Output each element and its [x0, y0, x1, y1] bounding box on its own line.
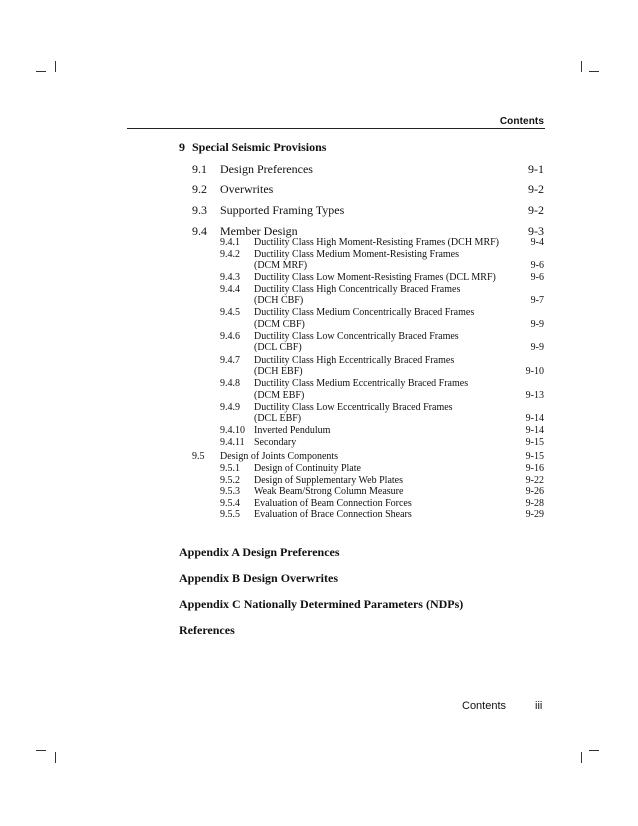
section-title: Design of Joints Components — [220, 451, 339, 462]
subsection-title: Ductility Class High Concentrically Braced Frames — [254, 283, 461, 295]
section-page: 9-15 — [525, 451, 544, 462]
subsection-number: 9.5.1 — [220, 463, 240, 474]
appendix-entry: References — [179, 623, 235, 637]
subsection-title: Design of Supplementary Web Plates — [254, 474, 403, 486]
subsection-title: Evaluation of Beam Connection Forces — [254, 497, 412, 509]
subsection-number: 9.4.11 — [220, 437, 245, 448]
subsection-title: Ductility Class Medium Eccentrically Braced Frames — [254, 378, 469, 390]
subsection-number: 9.4.4 — [220, 283, 240, 295]
footer-label: Contents — [462, 700, 507, 712]
subsection-title: (DCM MRF) — [254, 260, 308, 271]
subsection-number: 9.4.9 — [220, 401, 240, 413]
subsection-page: 9-9 — [530, 318, 544, 330]
subsection-page: 9-14 — [525, 413, 544, 425]
subsection-title: (DCL CBF) — [254, 342, 302, 354]
subsection-number: 9.4.1 — [220, 237, 240, 248]
section-title: Design Preferences — [220, 162, 313, 176]
subsection-title: (DCL EBF) — [254, 413, 302, 425]
subsection-title: Ductility Class High Moment-Resisting Frames (DCH MRF) — [254, 237, 499, 248]
subsection-title: Ductility Class Medium Concentrically Braced Frames — [254, 307, 475, 319]
running-header: Contents — [499, 116, 544, 127]
subsection-page: 9-4 — [530, 237, 544, 248]
section-page: 9-1 — [528, 162, 544, 176]
appendix-entry: Appendix A Design Preferences — [179, 545, 340, 559]
subsection-title: (DCH EBF) — [254, 366, 303, 377]
subsection-title: Design of Continuity Plate — [254, 463, 361, 474]
subsection-page: 9-26 — [525, 486, 544, 498]
section-page: 9-3 — [528, 224, 544, 238]
subsection-title: Ductility Class High Eccentrically Braced Frames — [254, 354, 455, 366]
subsection-page: 9-22 — [525, 474, 544, 486]
subsection-page: 9-14 — [525, 425, 544, 437]
subsection-page: 9-13 — [525, 389, 544, 401]
subsection-title: (DCM CBF) — [254, 318, 305, 330]
subsection-page: 9-10 — [525, 366, 544, 377]
subsection-title: Inverted Pendulum — [254, 425, 331, 437]
chapter-title: Special Seismic Provisions — [192, 140, 327, 154]
section-page: 9-2 — [528, 182, 544, 196]
subsection-page: 9-29 — [525, 509, 544, 521]
subsection-number: 9.4.5 — [220, 307, 240, 319]
subsection-title: Secondary — [254, 437, 297, 448]
subsection-number: 9.4.2 — [220, 248, 240, 260]
subsection-title: Ductility Class Medium Moment-Resisting Frames — [254, 248, 459, 260]
section-number: 9.2 — [192, 182, 207, 196]
appendix-entry: Appendix B Design Overwrites — [179, 571, 338, 585]
subsection-title: Ductility Class Low Moment-Resisting Frames (DCL MRF) — [254, 272, 496, 284]
subsection-number: 9.5.5 — [220, 509, 240, 521]
subsection-page: 9-6 — [530, 272, 544, 284]
section-number: 9.4 — [192, 224, 207, 238]
subsection-page: 9-15 — [525, 437, 544, 448]
section-number: 9.1 — [192, 162, 207, 176]
subsection-number: 9.4.7 — [220, 354, 240, 366]
appendix-entry: Appendix C Nationally Determined Parameters (NDPs) — [179, 597, 464, 611]
subsection-number: 9.5.2 — [220, 474, 240, 486]
section-number: 9.3 — [192, 203, 207, 217]
subsection-title: (DCM EBF) — [254, 389, 305, 401]
subsection-number: 9.4.6 — [220, 331, 240, 342]
subsection-page: 9-16 — [525, 463, 544, 474]
subsection-title: Evaluation of Brace Connection Shears — [254, 509, 412, 521]
subsection-title: Ductility Class Low Concentrically Braced Frames — [254, 331, 459, 342]
section-title: Supported Framing Types — [220, 203, 345, 217]
subsection-number: 9.4.10 — [220, 425, 245, 437]
section-number: 9.5 — [192, 451, 205, 462]
subsection-page: 9-9 — [530, 342, 544, 354]
subsection-title: (DCH CBF) — [254, 295, 304, 307]
section-title: Member Design — [220, 224, 298, 238]
subsection-page: 9-7 — [530, 295, 544, 307]
footer-page-number: iii — [535, 700, 543, 712]
subsection-number: 9.4.3 — [220, 272, 240, 284]
subsection-title: Ductility Class Low Eccentrically Braced Frames — [254, 401, 453, 413]
section-page: 9-2 — [528, 203, 544, 217]
section-title: Overwrites — [220, 182, 274, 196]
subsection-number: 9.5.3 — [220, 486, 240, 498]
subsection-number: 9.4.8 — [220, 378, 240, 390]
subsection-number: 9.5.4 — [220, 497, 240, 509]
chapter-number: 9 — [179, 140, 185, 154]
subsection-page: 9-28 — [525, 497, 544, 509]
subsection-title: Weak Beam/Strong Column Measure — [254, 486, 404, 498]
subsection-page: 9-6 — [530, 260, 544, 271]
